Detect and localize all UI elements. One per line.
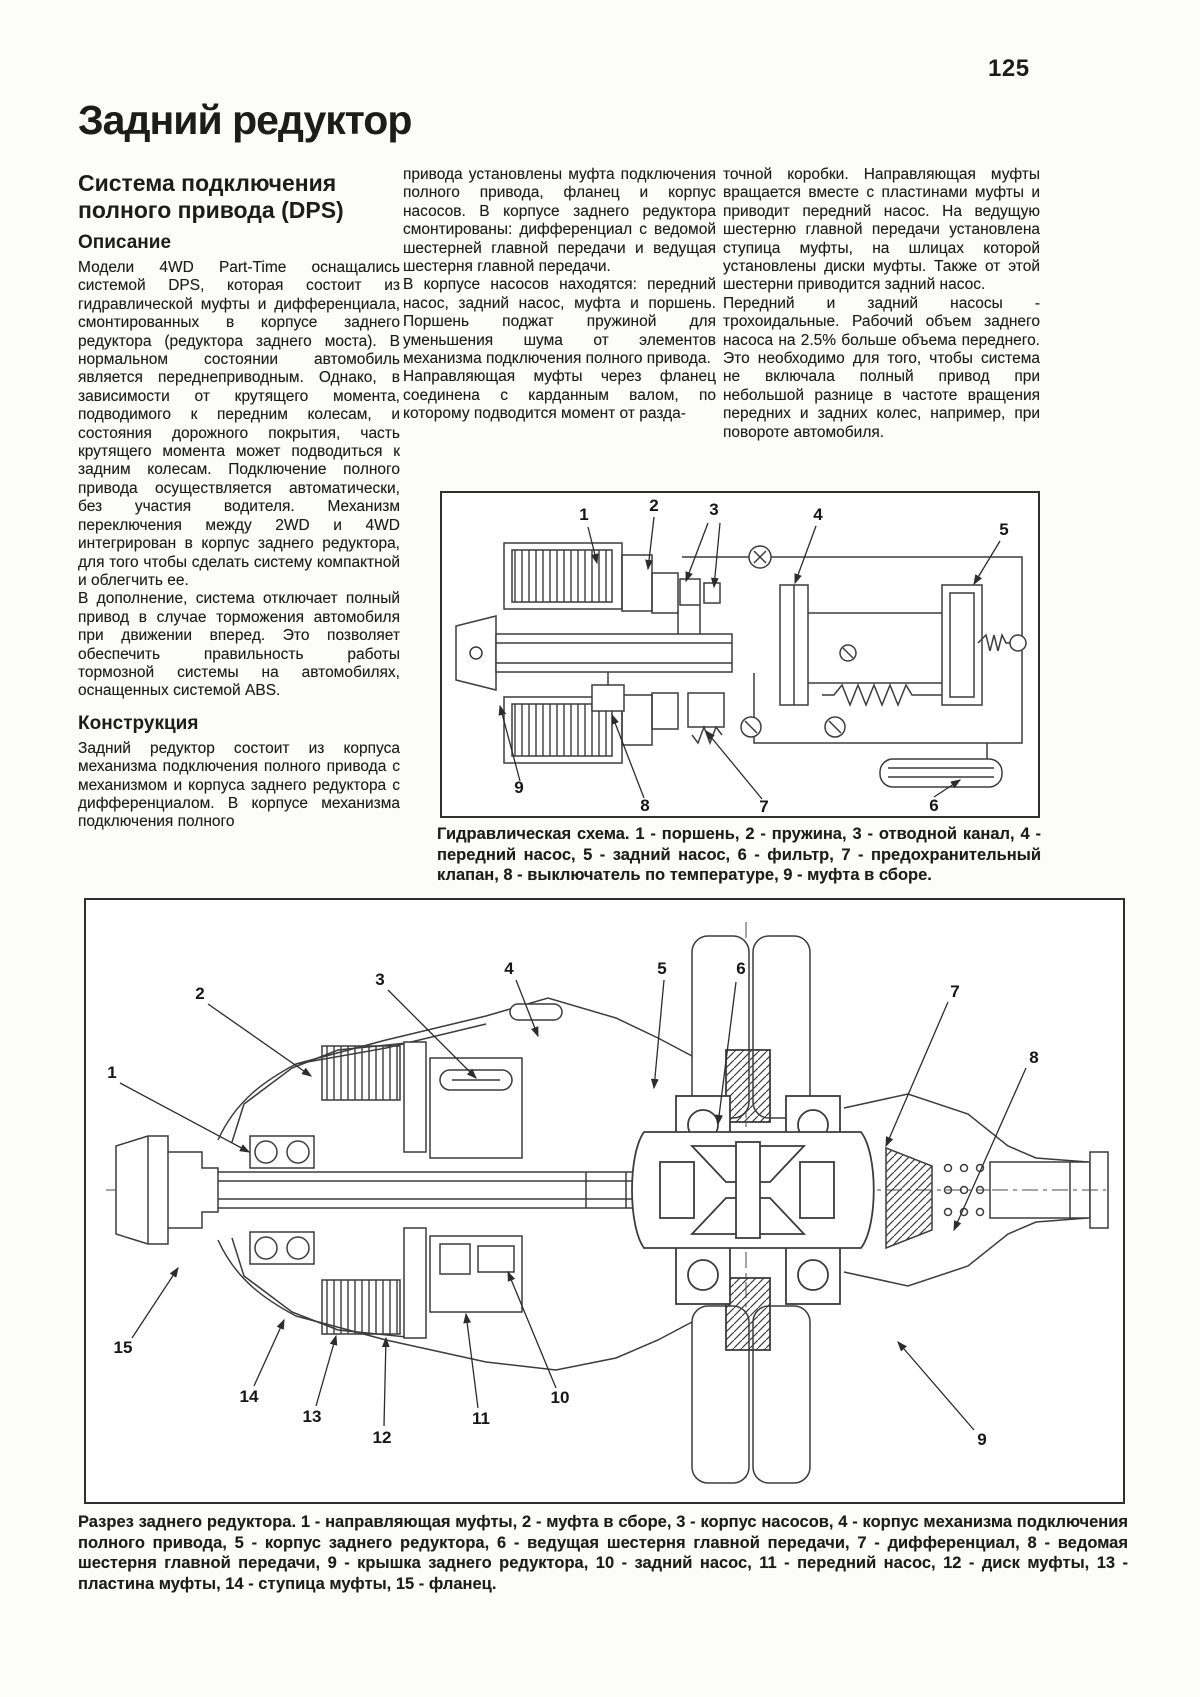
column-2-paragraph-3: Направляющая муфты через фланец соединена с карданным валом, по которому подводится момент от разда- <box>403 368 716 423</box>
section-heading: Система подключения полного привода (DPS) <box>78 170 344 223</box>
callout-label: 2 <box>649 496 659 515</box>
column-3-paragraph-1: точной коробки. Направляющая муфты вращается вместе с пластинами муфты и приводит передний насос. На ведущую шестерню главной передачи установлена ступица муфты, на шлицах которой установлены диски муфты. Также от этой шестерни приводится задний насос. <box>723 166 1040 294</box>
callout-label: 3 <box>375 970 385 989</box>
callout-label: 12 <box>372 1428 392 1447</box>
column-1 <box>78 170 400 832</box>
ring-gear-and-cover <box>886 1148 1108 1248</box>
callout-label: 4 <box>813 505 823 524</box>
column-3-paragraph-2: Передний и задний насосы - трохоидальные. Рабочий объем заднего насоса на 2.5% больше объема переднего. Это необходимо для того, чтобы система не включала полный привод при небольшой разнице в частоте вращения передних и задних колес, например, при повороте автомобиля. <box>723 294 1040 441</box>
description-paragraph-1: Модели 4WD Part-Time оснащались системой DPS, которая состоит из гидравлической муфты и дифференциала, смонтированных в корпусе заднего редуктора (редуктора заднего моста). В нормальном состоянии автомобиль является переднеприводным. Однако, в зависимости от крутящего момента, подводимого к передним колесам, и состояния дорожного покрытия, часть крутящего момента может подводиться к задним колесам. Подключение полного привода осуществляется автоматически, без участия водителя. Механизм переключения между 2WD и 4WD интегрирован в корпус заднего редуктора, для того чтобы сделать систему компактной и облегчить ее. <box>78 259 400 589</box>
construction-paragraph-1: Задний редуктор состоит из корпуса механизма подключения полного привода с механизмом и корпуса заднего редуктора с дифференциалом. В корпусе механизма подключения полного <box>78 739 400 831</box>
callout-label: 8 <box>640 796 650 815</box>
callout-label: 5 <box>657 959 667 978</box>
callout-label: 9 <box>514 778 524 797</box>
hydraulic-figure-caption: Гидравлическая схема. 1 - поршень, 2 - пружина, 3 - отводной канал, 4 - передний насос, 5 - задний насос, 6 - фильтр, 7 - предохранительный клапан, 8 - выключатель по температуре, 9 - муфта в сборе. <box>437 825 1041 884</box>
callout-label: 5 <box>999 520 1009 539</box>
page-number: 125 <box>988 55 1030 82</box>
callout-label: 3 <box>709 500 719 519</box>
callout-label: 7 <box>759 797 769 816</box>
column-3 <box>723 166 1040 442</box>
column-2-paragraph-1: привода установлены муфта подключения полного привода, фланец и корпус насосов. В корпусе заднего редуктора смонтированы: дифференциал с ведомой шестерней главной передачи и ведущая шестерня главной передачи. <box>403 166 716 276</box>
callout-label: 1 <box>107 1063 117 1082</box>
callout-label: 6 <box>929 796 939 815</box>
hydraulic-schematic-figure <box>440 491 1040 818</box>
description-heading: Описание <box>78 232 172 253</box>
callout-label: 10 <box>550 1388 570 1407</box>
page-title: Задний редуктор <box>78 97 412 143</box>
clutch-assembly-drawing <box>456 543 732 763</box>
callout-label: 11 <box>472 1409 490 1428</box>
callout-label: 14 <box>239 1387 259 1406</box>
rear-reducer-section-figure <box>84 898 1125 1504</box>
column-2 <box>403 166 716 424</box>
callout-label: 9 <box>977 1430 987 1449</box>
description-paragraph-2: В дополнение, система отключает полный привод в случае торможения автомобиля при движении вперед. Это позволяет обеспечить правильность работы тормозной системы на автомобилях, оснащенных системой ABS. <box>78 590 400 700</box>
callout-label: 15 <box>113 1338 133 1357</box>
callout-label: 7 <box>950 982 960 1001</box>
callout-label: 2 <box>195 984 205 1003</box>
rear-reducer-section-drawing <box>86 900 1123 1502</box>
column-2-paragraph-2: В корпусе насосов находятся: передний насос, задний насос, муфта и поршень. Поршень поджат пружиной для уменьшения шума от элементов механизма подключения полного привода. <box>403 276 716 368</box>
callout-label: 8 <box>1029 1048 1039 1067</box>
construction-heading: Конструкция <box>78 712 199 734</box>
callout-label: 1 <box>579 505 589 524</box>
section-figure-caption: Разрез заднего редуктора. 1 - направляющая муфты, 2 - муфта в сборе, 3 - корпус насосов, 4 - корпус механизма подключения полного привода, 5 - корпус заднего редуктора, 6 - ведущая шестерня главной передачи, 7 - дифференциал, 8 - ведомая шестерня главной передачи, 9 - крышка заднего редуктора, 10 - задний насос, 11 - передний насос, 12 - диск муфты, 13 - пластина муфты, 14 - ступица муфты, 15 - фланец. <box>78 1513 1128 1593</box>
hydraulic-schematic-drawing <box>442 493 1038 816</box>
callout-label: 13 <box>302 1407 322 1426</box>
callout-label: 6 <box>736 959 746 978</box>
callout-label: 4 <box>504 959 514 978</box>
differential-assembly <box>632 1050 874 1350</box>
